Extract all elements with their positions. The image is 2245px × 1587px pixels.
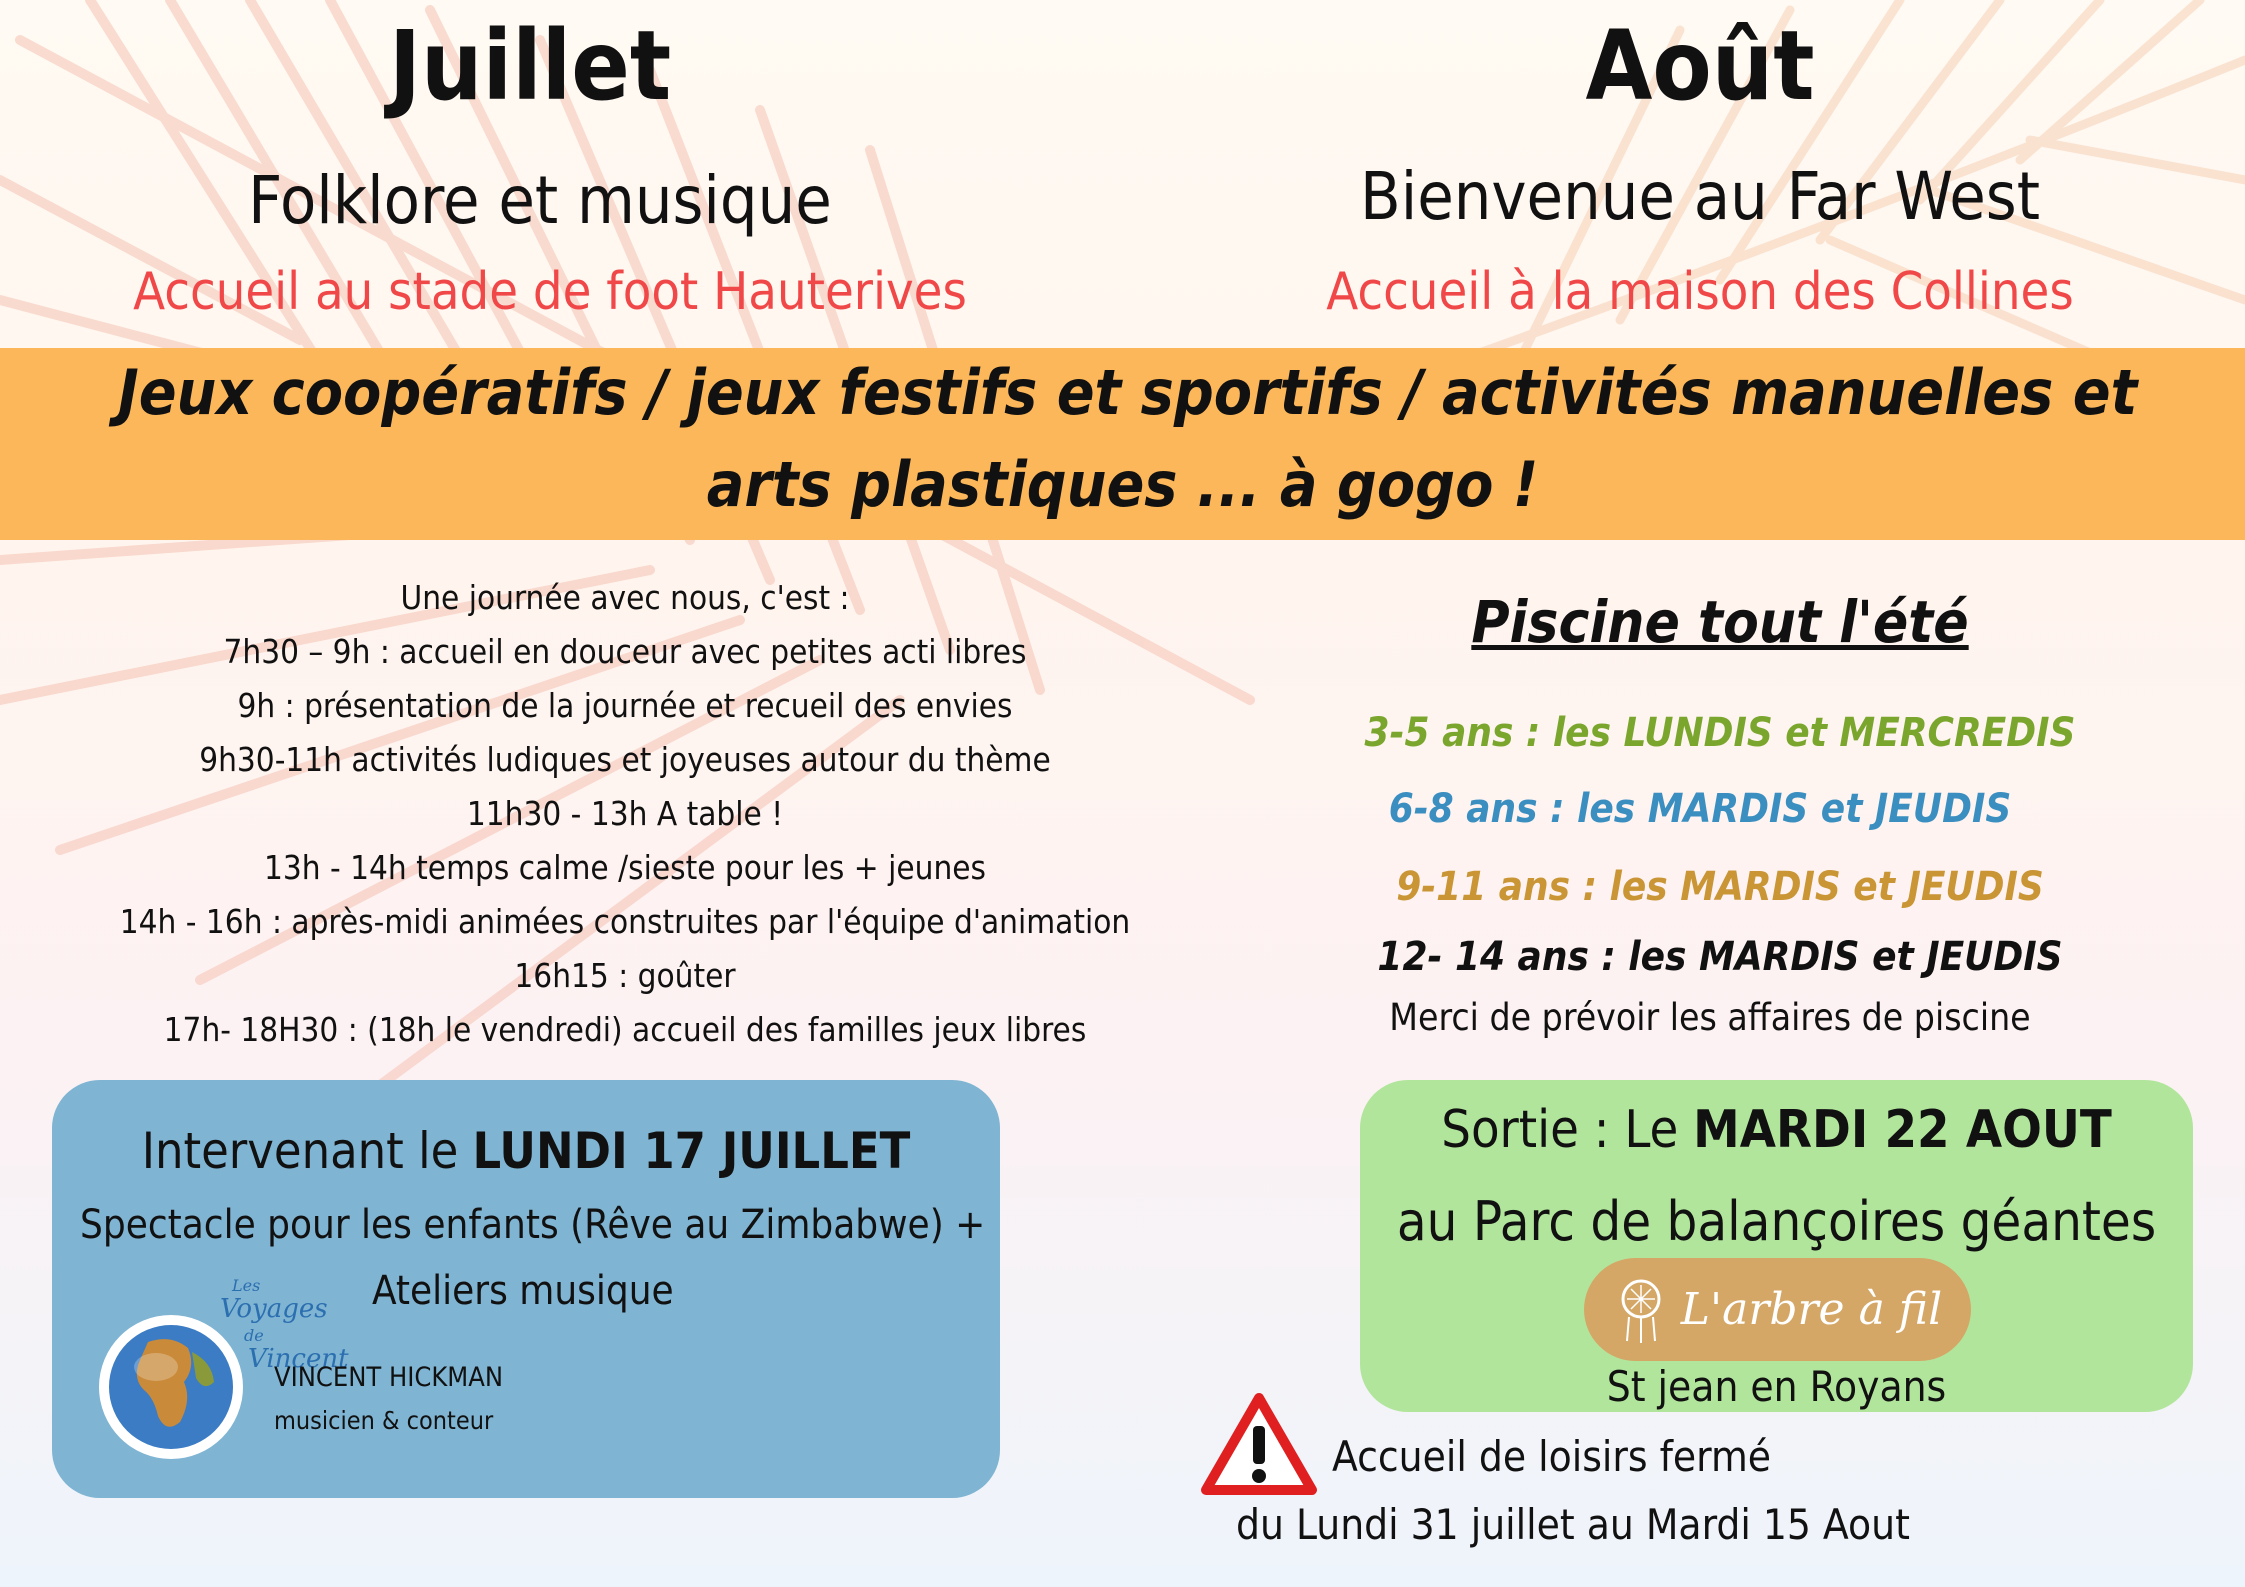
- pool-line-6-8: 6-8 ans : les MARDIS et JEUDIS: [1388, 786, 2012, 832]
- sortie-prefix: Sortie : Le: [1441, 1100, 1694, 1160]
- schedule-item: 13h - 14h temps calme /sieste pour les + jeunes: [263, 848, 987, 887]
- august-place: Accueil à la maison des Collines: [1326, 262, 2074, 322]
- pool-title: Piscine tout l'été: [1471, 588, 1969, 656]
- schedule-item: 16h15 : goûter: [514, 956, 736, 995]
- schedule-item: 11h30 - 13h A table !: [466, 794, 784, 833]
- july-place: Accueil au stade de foot Hauterives: [133, 262, 967, 322]
- schedule-item: 14h - 16h : après-midi animées construites par l'équipe d'animation: [119, 902, 1131, 941]
- intervenant-title: [52, 1122, 1000, 1180]
- closure-line-2: du Lundi 31 juillet au Mardi 15 Aout: [1236, 1500, 1910, 1549]
- schedule-intro: Une journée avec nous, c'est :: [400, 578, 850, 617]
- august-month-title: Août: [1585, 10, 1815, 122]
- schedule-item: 9h30-11h activités ludiques et joyeuses autour du thème: [199, 740, 1051, 779]
- sortie-box: [1360, 1080, 2193, 1412]
- july-month-title: Juillet: [388, 10, 672, 122]
- arbre-a-fil-label: L'arbre à fil: [1680, 1284, 1943, 1335]
- intervenant-date: LUNDI 17 JUILLET: [472, 1122, 911, 1180]
- dreamcatcher-icon: [1613, 1275, 1669, 1345]
- schedule-item: 7h30 – 9h : accueil en douceur avec petites acti libres: [223, 632, 1027, 671]
- sortie-title: [1360, 1100, 2193, 1160]
- intervenant-line-2: Spectacle pour les enfants (Rêve au Zimbabwe) +: [80, 1202, 986, 1248]
- banner-line-2: arts plastiques ... à gogo !: [706, 448, 1539, 521]
- banner-line-1: Jeux coopératifs / jeux festifs et sportifs / activités manuelles et: [118, 356, 2138, 429]
- pool-note: Merci de prévoir les affaires de piscine: [1389, 996, 2031, 1039]
- intervenant-title-prefix: Intervenant le: [141, 1122, 473, 1180]
- artist-role: musicien & conteur: [274, 1406, 494, 1435]
- intervenant-line-3: Ateliers musique: [372, 1268, 674, 1314]
- activities-banner: [0, 348, 2245, 540]
- july-theme: Folklore et musique: [248, 162, 832, 239]
- globe-icon: [96, 1312, 246, 1462]
- intervenant-box: [52, 1080, 1000, 1498]
- sortie-place: au Parc de balançoires géantes: [1396, 1190, 2157, 1253]
- artist-name: VINCENT HICKMAN: [274, 1362, 504, 1393]
- schedule-item: 17h- 18H30 : (18h le vendredi) accueil des familles jeux libres: [163, 1010, 1087, 1049]
- daily-schedule: [80, 571, 1170, 1057]
- pool-line-12-14: 12- 14 ans : les MARDIS et JEUDIS: [1377, 934, 2063, 980]
- arbre-a-fil-logo: [1584, 1258, 1971, 1361]
- sortie-date: MARDI 22 AOUT: [1693, 1100, 2112, 1160]
- august-theme: Bienvenue au Far West: [1360, 158, 2040, 235]
- warning-icon: [1200, 1392, 1318, 1496]
- closure-line-1: Accueil de loisirs fermé: [1332, 1432, 1772, 1481]
- schedule-item: 9h : présentation de la journée et recueil des envies: [237, 686, 1013, 725]
- pool-line-3-5: 3-5 ans : les LUNDIS et MERCREDIS: [1364, 710, 2076, 756]
- sortie-location: St jean en Royans: [1606, 1362, 1947, 1411]
- voyages-logo-text: Les Voyages de Vincent: [220, 1276, 349, 1374]
- pool-line-9-11: 9-11 ans : les MARDIS et JEUDIS: [1396, 864, 2044, 910]
